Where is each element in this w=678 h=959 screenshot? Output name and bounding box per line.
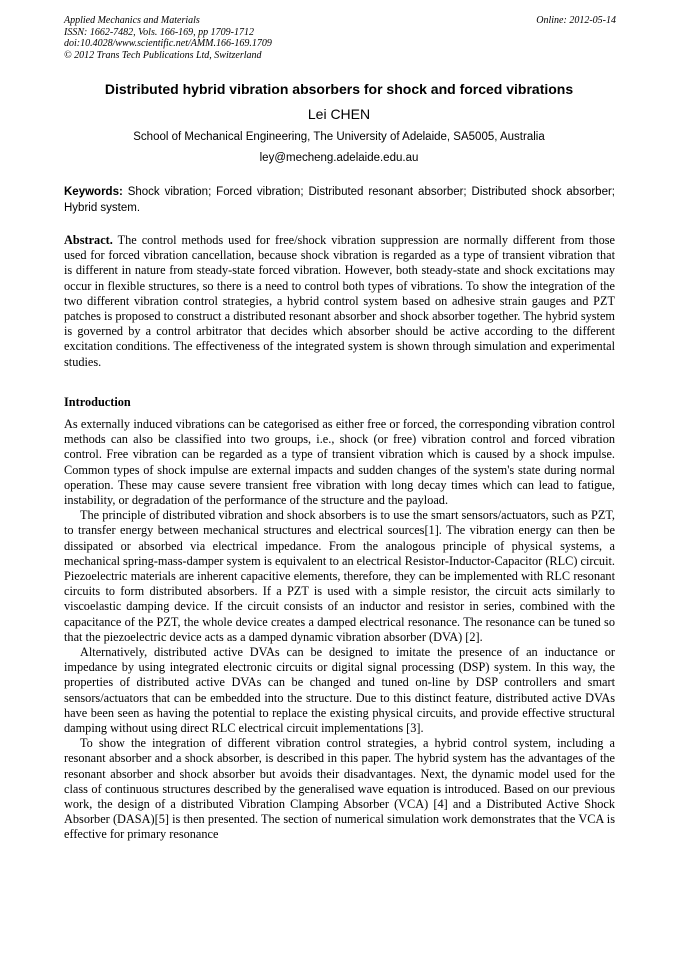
journal-name: Applied Mechanics and Materials — [64, 15, 200, 26]
keywords-label: Keywords: — [64, 186, 123, 198]
journal-issn: ISSN: 1662-7482, Vols. 166-169, pp 1709-1712 — [64, 26, 254, 38]
keywords-text: Shock vibration; Forced vibration; Distributed resonant absorber; Distributed shock absorber; Hybrid system. — [64, 186, 615, 214]
author-affiliation: School of Mechanical Engineering, The University of Adelaide, SA5005, Australia — [133, 131, 545, 143]
journal-doi: doi:10.4028/www.scientific.net/AMM.166-169.1709 — [64, 38, 272, 49]
abstract-label: Abstract. — [64, 233, 113, 247]
section-heading-introduction: Introduction — [64, 395, 131, 409]
journal-header — [64, 15, 616, 61]
intro-paragraph: To show the integration of different vibration control strategies, a hybrid control system, including a resonant absorber and a shock absorber, is described in this paper. The hybrid system has the advantages of the resonant absorber and shock absorber but avoids their disadvantages. Next, the dynamic model used for the class of continuous structures described by the generalised wave equation is introduced. Based on our previous work, the design of a distributed Vibration Clamping Absorber (VCA) [4] and a Distributed Active Shock Absorber (DASA)[5] is then presented. The section of numerical simulation work demonstrates that the VCA is effective for primary resonance — [64, 736, 615, 842]
author-email: ley@mecheng.adelaide.edu.au — [259, 152, 419, 164]
journal-copyright: © 2012 Trans Tech Publications Ltd, Switzerland — [64, 49, 262, 61]
intro-paragraph: As externally induced vibrations can be categorised as either free or forced, the corresponding vibration control methods can also be classified into two groups, i.e., shock (or free) vibration control and forced vibration control. Free vibration can be regarded as a type of transient vibration which is caused by a shock impulse. Common types of shock impulse are external impacts and sudden changes of the system's state during normal operation. These may cause severe transient free vibration with long decay times which can lead to fatigue, instability, or degradation of the performance of the structure and the payload. — [64, 417, 615, 508]
intro-paragraph: Alternatively, distributed active DVAs can be designed to imitate the presence of an inductance or impedance by using integrated electronic circuits or digital signal processing (DSP) system. In this way, the properties of distributed active DVAs can be changed and tuned on-line by DSP controllers and smart sensors/actuators that can be embedded into the structure. Due to this distinct feature, distributed active DVAs have been seen as having the potential to replace the existing physical circuits, and provide effective structural damping without using direct RLC electrical circuit implementations [3]. — [64, 645, 615, 736]
abstract-text: The control methods used for free/shock vibration suppression are normally different from those used for forced vibration cancellation, because shock vibration is regarded as a type of transient vibration that is different in nature from steady-state forced vibration. However, both steady-state and shock excitations may occur in flexible structures, so there is a need to control both types of vibrations. To show the integration of the two different vibration control strategies, a hybrid control system based on adhesive strain gauges and PZT patches is proposed to construct a distributed resonant absorber and shock absorber together. The hybrid system is governed by a control arbitrator that decides which absorber should be active according to the different excitation conditions. The effectiveness of the integrated system is shown through simulation and experimental studies. — [64, 233, 615, 369]
paper-title: Distributed hybrid vibration absorbers for shock and forced vibrations — [104, 81, 574, 97]
introduction-body — [64, 417, 615, 843]
intro-paragraph: The principle of distributed vibration and shock absorbers is to use the smart sensors/actuators, such as PZT, to transfer energy between mechanical structures and electrical sources[1]. The vibration energy can then be dissipated or absorbed via electrical impedance. From the analogous principle of physical systems, a mechanical spring-mass-damper system is equivalent to an electrical Resistor-Inductor-Capacitor (RLC) circuit. Piezoelectric materials are inherent capacitive elements, therefore, they can be implemented with RLC resonant circuits to form distributed absorbers. If a PZT is used with a simple resistor, the circuit acts similarly to viscoelastic damping device. If the circuit consists of an inductor and resistor in series, combined with the capacitance of the PZT, the whole device creates a damped electrical resonance. The resonance can be tuned so that the piezoelectric device acts as a damped dynamic vibration absorber (DVA) [2]. — [64, 508, 615, 644]
keywords-block — [64, 185, 615, 216]
abstract-block — [64, 233, 615, 370]
online-date: Online: 2012-05-14 — [536, 15, 616, 26]
paper-author: Lei CHEN — [307, 106, 371, 122]
